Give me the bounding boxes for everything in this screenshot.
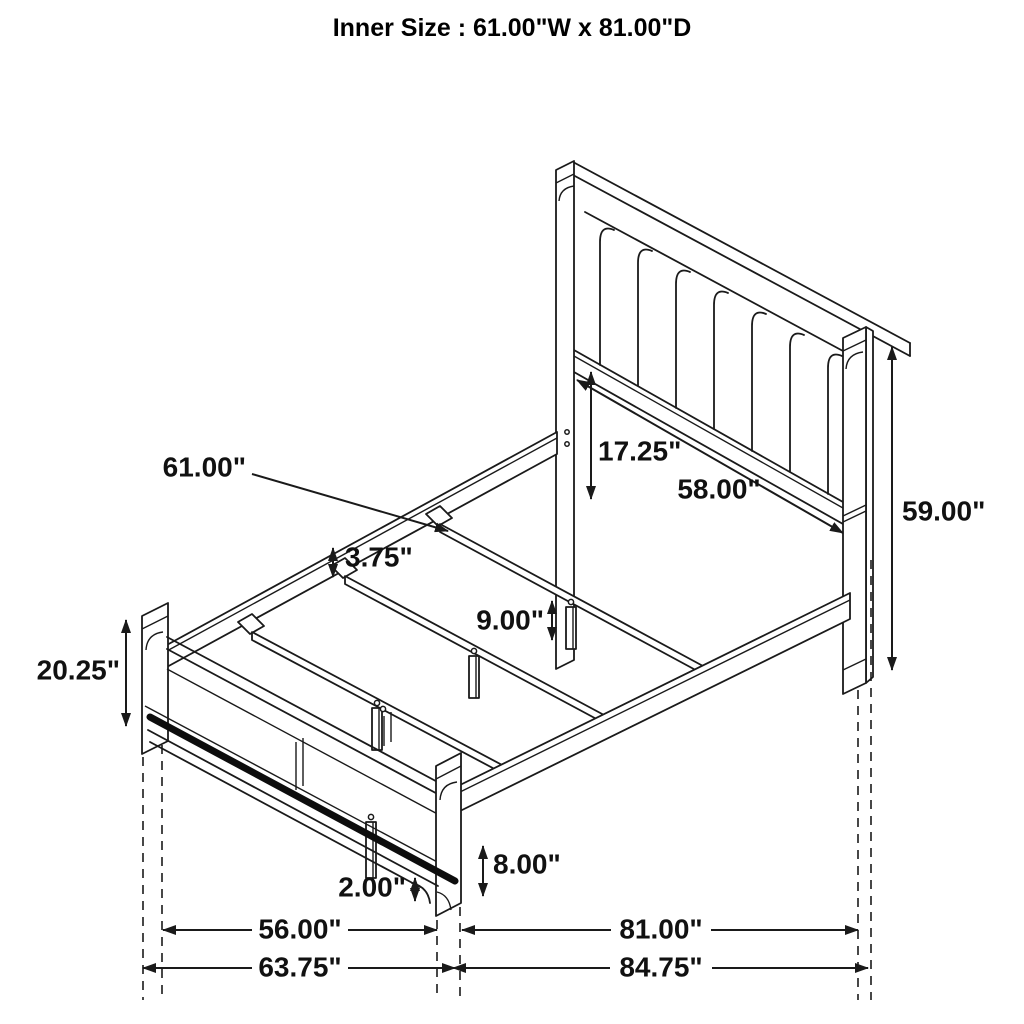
mattress-slats: [238, 506, 703, 774]
footboard-left-leg: [142, 603, 168, 754]
center-support-legs: [366, 599, 576, 878]
footboard-right-leg: [436, 753, 461, 916]
dim-outer-depth: 84.75": [619, 951, 703, 983]
slat-length-leader: [252, 474, 448, 531]
dim-headboard-panel-to-rail: 17.25": [598, 435, 682, 467]
page-title: Inner Size : 61.00"W x 81.00"D: [332, 14, 692, 42]
dim-foot-rail-thickness: 2.00": [338, 871, 406, 903]
dim-slat-length: 61.00": [162, 451, 246, 483]
footboard-panel-bottom: [145, 706, 456, 872]
dim-footboard-outer-width: 63.75": [258, 951, 342, 983]
footboard: [142, 603, 461, 916]
dim-headboard-inner-width: 58.00": [677, 473, 761, 505]
dim-footboard-height: 20.25": [36, 654, 120, 686]
dim-floor-clearance: 8.00": [493, 848, 561, 880]
dim-footboard-inner-width: 56.00": [258, 913, 342, 945]
dim-rail-height: 3.75": [345, 541, 413, 573]
dim-slat-leg-height: 9.00": [476, 604, 544, 636]
headboard: [556, 161, 910, 694]
dim-headboard-height: 59.00": [902, 495, 986, 527]
dim-inner-depth: 81.00": [619, 913, 703, 945]
headboard-right-leg: [843, 327, 873, 694]
